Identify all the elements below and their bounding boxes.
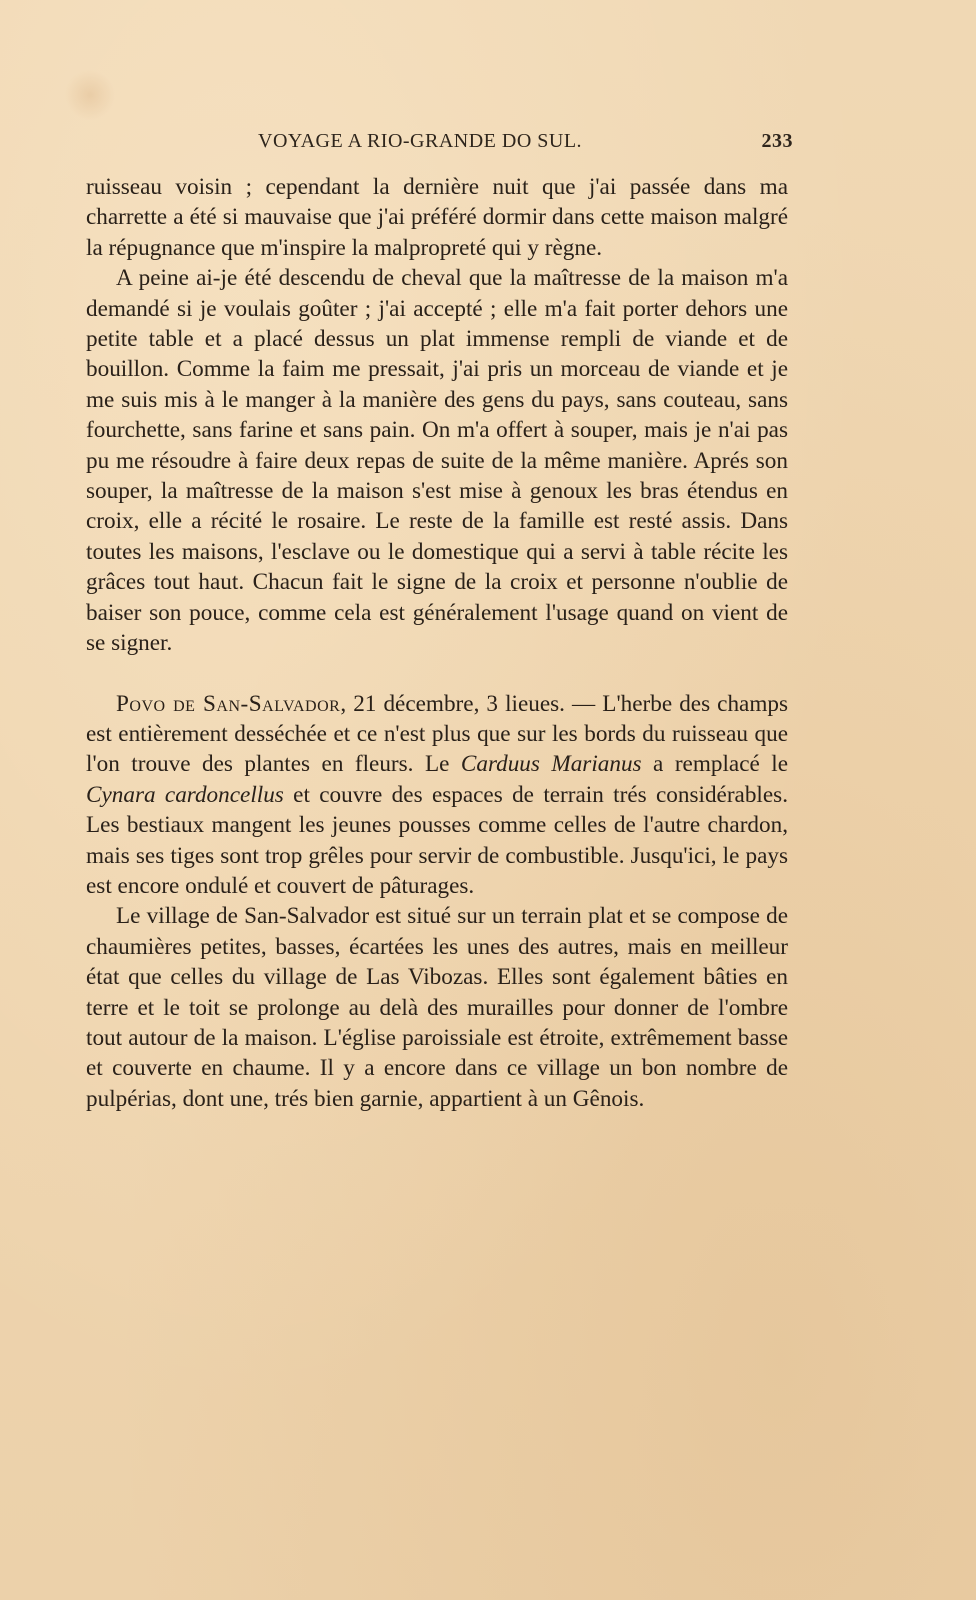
paragraph-meal: A peine ai-je été descendu de cheval que la maîtresse de la maison m'a demandé si je voulais goûter ; j'ai accepté ; elle m'a fait porter dehors une petite table et a placé dessus un plat immense rempli de viande et de bouillon. Comme la faim me pressait, j'ai pris un morceau de viande et je me suis mis à le manger à la manière des gens du pays, sans couteau, sans fourchette, sans farine et sans pain. On m'a offert à souper, mais je n'ai pas pu me résoudre à faire deux repas de suite de la même manière. Aprés son souper, la maîtresse de la maison s'est mise à genoux les bras étendus en croix, elle a récité le rosaire. Le reste de la famille est resté assis. Dans toutes les maisons, l'esclave ou le domestique qui a servi à table récite les grâces tout haut. Chacun fait le signe de la croix et personne n'oublie de baiser son pouce, comme cela est généralement l'usage quand on vient de se signer.: [86, 265, 788, 657]
entry-text: , 21 décembre, 3 lieues. — L'herbe des champs est entièrement desséchée et ce n'est plus que sur les bords du ruisseau que l'on trouve des plantes en fleurs. Le: [86, 690, 788, 778]
paragraph-continuation: ruisseau voisin ; cependant la dernière nuit que j'ai passée dans ma charrette a été si mauvaise que j'ai préféré dormir dans cette maison malgré la répugnance que m'inspire la malpropreté qui y règne.: [86, 174, 788, 261]
page-header: [258, 128, 793, 158]
entry-text: a remplacé le: [641, 751, 788, 778]
body-text: [86, 172, 788, 1114]
species-name: Carduus Marianus: [460, 751, 642, 778]
paragraph-village: Le village de San-Salvador est situé sur un terrain plat et se compose de chaumières petites, basses, écartées les unes des autres, mais en meilleur état que celles du village de Las Vibozas. Elles sont également bâties en terre et le toit se prolonge au delà des murailles pour donner de l'ombre tout autour de la maison. L'église paroissiale est étroite, extrêmement basse et couverte en chaume. Il y a encore dans ce village un bon nombre de pulpérias, dont une, trés bien garnie, appartient à un Gênois.: [86, 903, 788, 1112]
section-heading: Povo de San-Salvador: [116, 690, 341, 717]
species-name: Cynara cardoncellus: [86, 781, 284, 808]
running-title: VOYAGE A RIO-GRANDE DO SUL.: [258, 130, 583, 152]
page-number: 233: [761, 130, 793, 152]
entry-text: et couvre des espaces de terrain trés considérables. Les bestiaux mangent les jeunes pousses comme celles de l'autre chardon, mais ses tiges sont trop grêles pour servir de combustible. Jusqu'ici, le pays est encore ondulé et couvert de pâturages.: [86, 781, 788, 899]
paragraph-san-salvador-entry: [86, 689, 788, 902]
